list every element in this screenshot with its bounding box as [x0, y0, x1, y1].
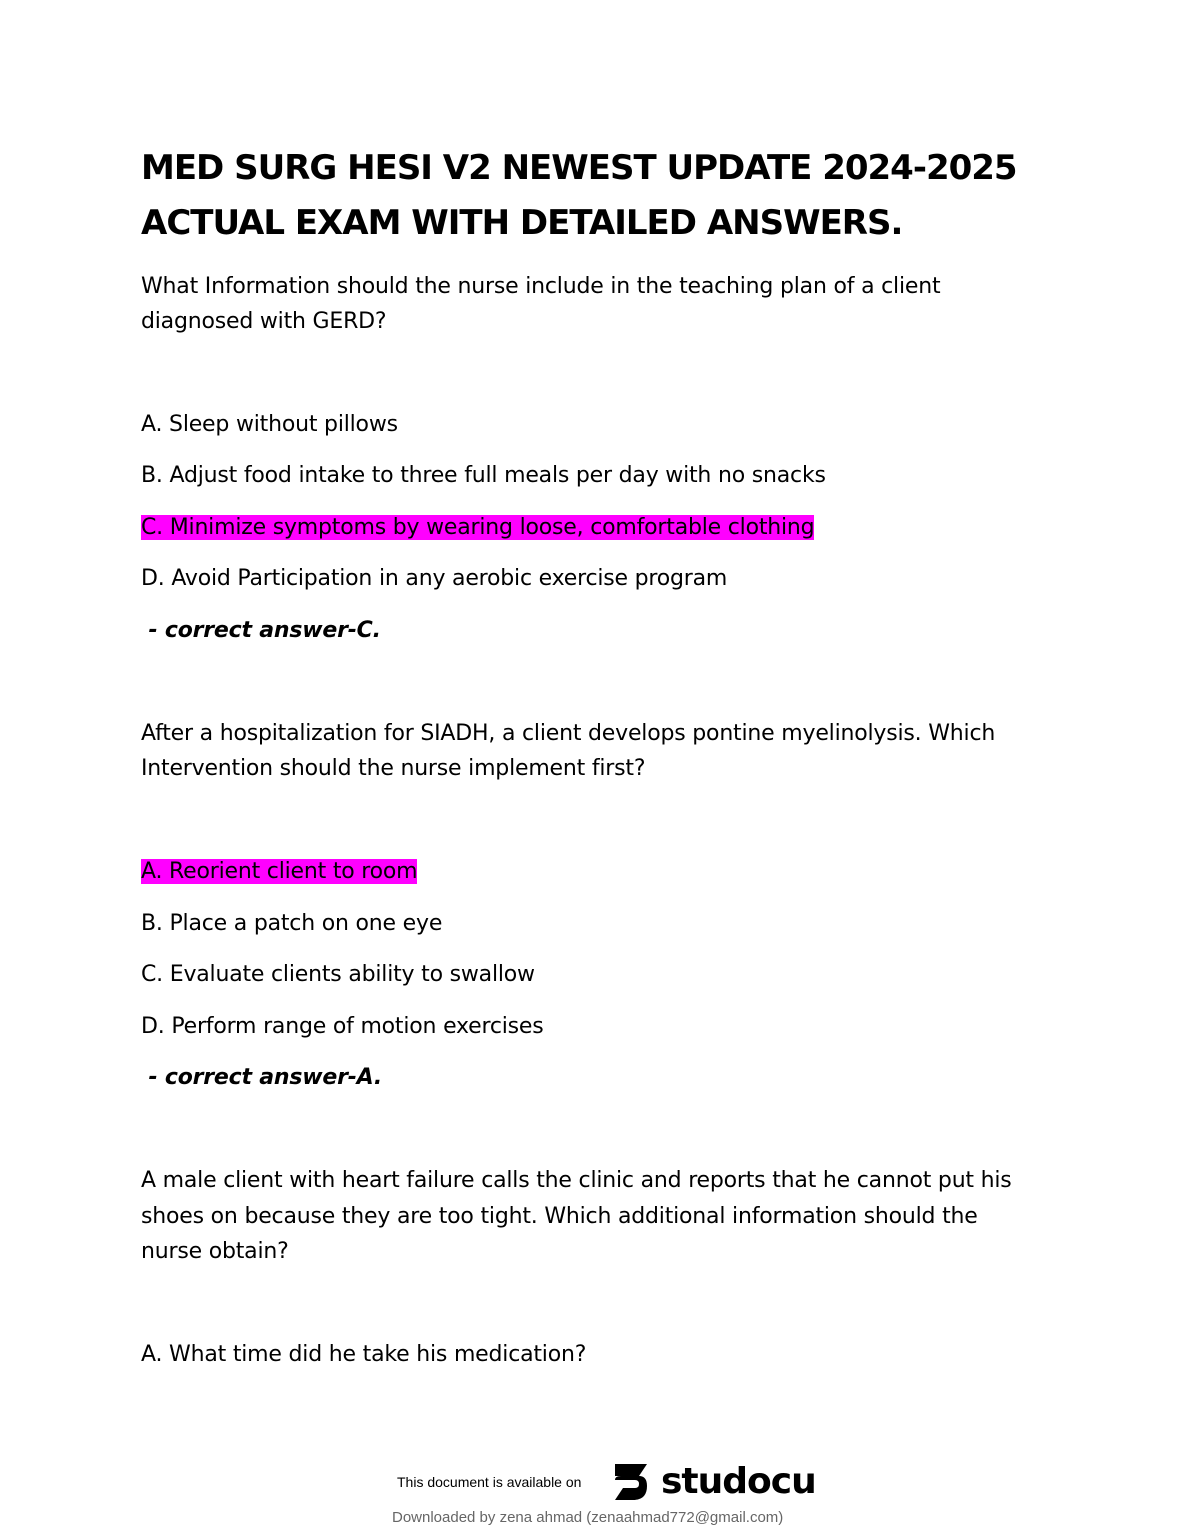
question-1-option-b: B. Adjust food intake to three full meals per day with no snacks [141, 463, 826, 488]
question-3-text-line-2: shoes on because they are too tight. Which additional information should the [141, 1204, 978, 1229]
question-1-option-d: D. Avoid Participation in any aerobic exercise program [141, 566, 728, 591]
studocu-logo[interactable] [609, 1457, 816, 1507]
highlighted-answer: C. Minimize symptoms by wearing loose, comfortable clothing [141, 515, 815, 540]
question-3-text-line-1: A male client with heart failure calls the clinic and reports that he cannot put his [141, 1168, 1012, 1193]
question-3-text-line-3: nurse obtain? [141, 1239, 289, 1264]
question-3-option-a: A. What time did he take his medication? [141, 1342, 587, 1367]
question-2-option-b: B. Place a patch on one eye [141, 911, 443, 936]
question-2-text-line-1: After a hospitalization for SIADH, a client develops pontine myelinolysis. Which [141, 721, 996, 746]
question-2-option-c: C. Evaluate clients ability to swallow [141, 962, 535, 987]
document-title-line-2: ACTUAL EXAM WITH DETAILED ANSWERS. [141, 203, 903, 243]
question-1-correct-answer: - correct answer-C. [141, 618, 381, 643]
question-2-correct-answer: - correct answer-A. [141, 1065, 383, 1090]
studocu-logo-icon [609, 1458, 653, 1506]
question-1-text-line-1: What Information should the nurse include in the teaching plan of a client [141, 274, 941, 299]
highlighted-answer: A. Reorient client to room [141, 859, 418, 884]
footer-available-text: This document is available on [397, 1474, 582, 1490]
question-1-text-line-2: diagnosed with GERD? [141, 309, 387, 334]
question-1-option-c-highlighted [141, 510, 814, 545]
document-title-line-1: MED SURG HESI V2 NEWEST UPDATE 2024-2025 [141, 148, 1017, 188]
studocu-brand-text: studocu [661, 1461, 816, 1502]
footer-downloaded-by: Downloaded by zena ahmad (zenaahmad772@gmail.com) [392, 1509, 784, 1526]
question-2-text-line-2: Intervention should the nurse implement first? [141, 756, 646, 781]
question-2-option-d: D. Perform range of motion exercises [141, 1014, 544, 1039]
question-2-option-a-highlighted [141, 854, 417, 889]
question-1-option-a: A. Sleep without pillows [141, 412, 398, 437]
